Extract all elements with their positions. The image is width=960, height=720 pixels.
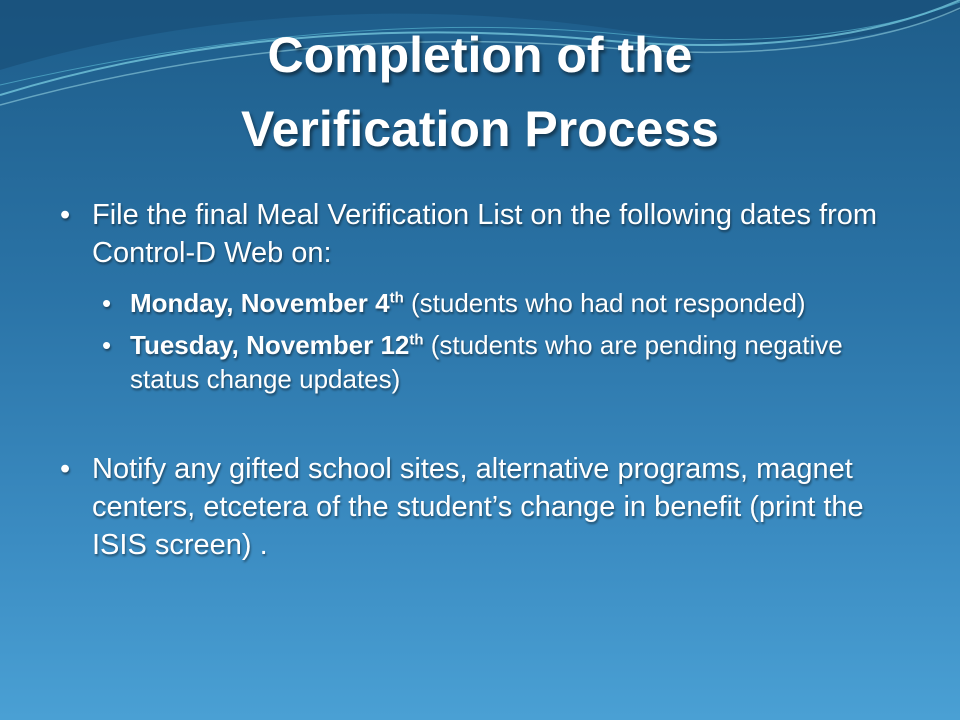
bullet-text: Notify any gifted school sites, alternative programs, magnet centers, etcetera of the student’s change in benefit (print the ISIS screen) .	[92, 453, 864, 561]
bullet-text: File the final Meal Verification List on the following dates from Control-D Web on:	[92, 199, 878, 269]
sub-bullet-tuesday	[58, 328, 888, 396]
bullet-icon: •	[60, 199, 71, 231]
sub-bullet-text: (students who are pending negative status change updates)	[130, 330, 843, 394]
date-label: Monday, November 4th	[130, 288, 404, 318]
bullet-icon: •	[102, 288, 112, 318]
title-line-2: Verification Process	[240, 101, 719, 157]
sub-bullet-monday	[58, 286, 888, 320]
date-label: Tuesday, November 12th	[130, 330, 424, 360]
sub-bullet-text: (students who had not responded)	[403, 288, 806, 318]
bullet-icon: •	[102, 330, 112, 360]
title-line-1: Completion of the	[267, 27, 693, 83]
slide-title	[0, 18, 960, 166]
slide-content	[58, 196, 888, 578]
bullet-notify-sites	[58, 450, 888, 564]
bullet-file-list	[58, 196, 888, 272]
bullet-icon: •	[60, 453, 71, 485]
